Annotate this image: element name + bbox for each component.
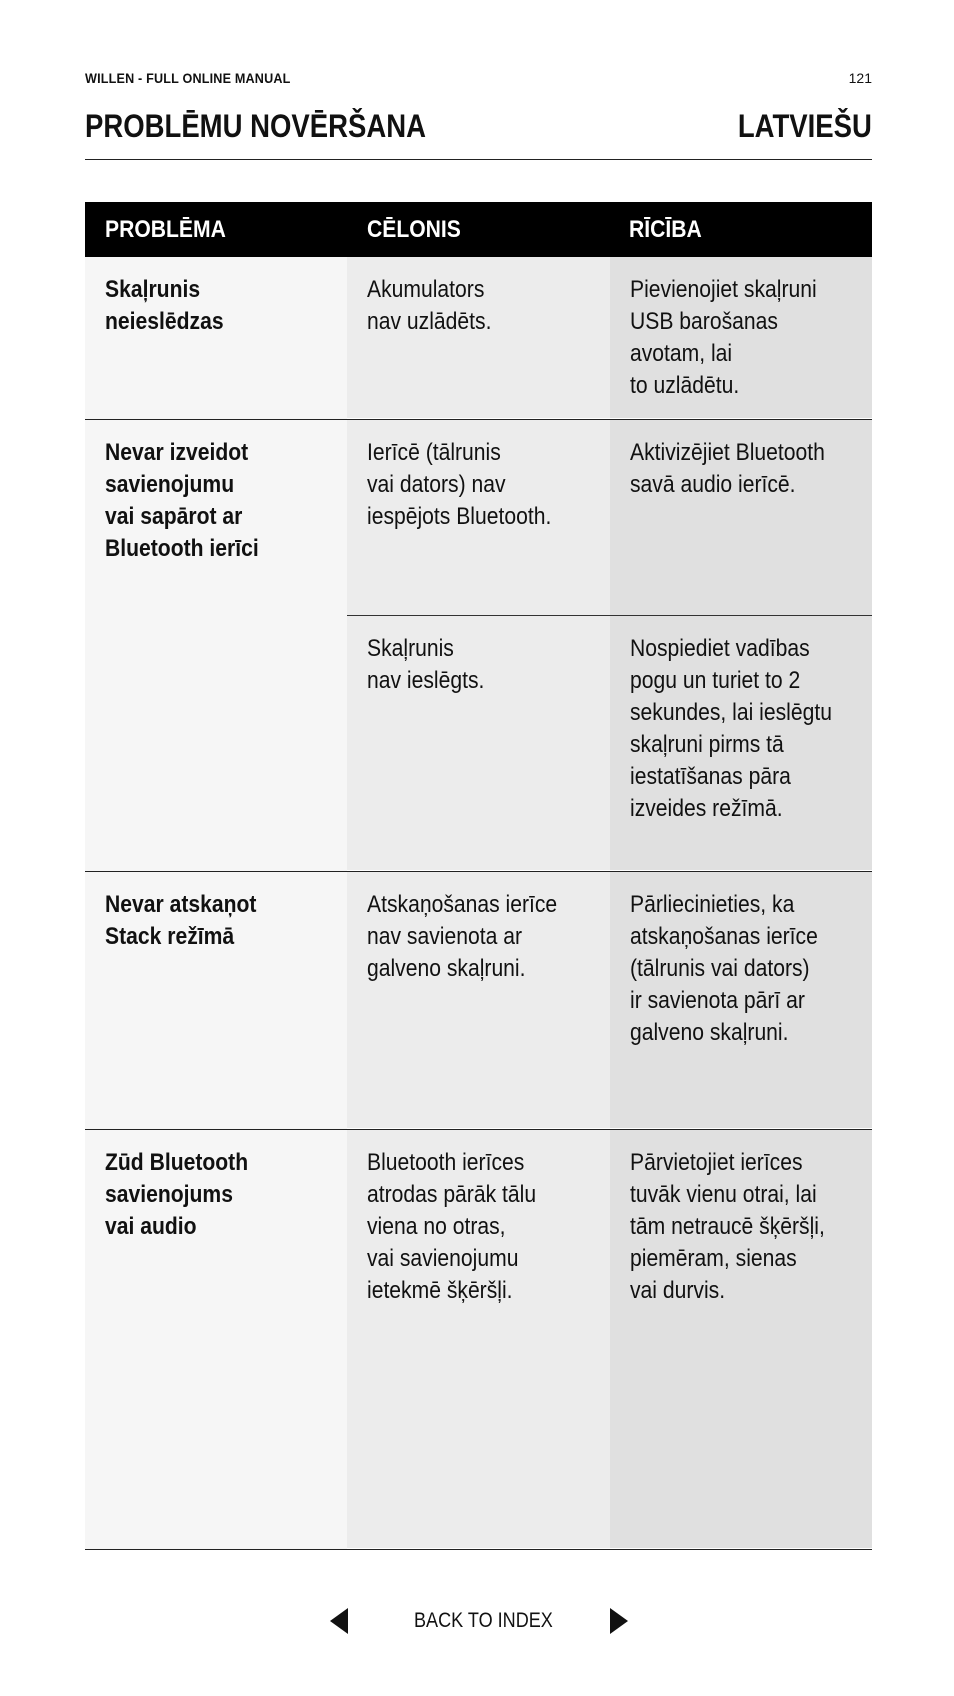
cause-cell: Akumulators nav uzlādēts. <box>347 257 610 418</box>
problem-cell: Zūd Bluetooth savienojums vai audio <box>85 1130 347 1549</box>
troubleshooting-table <box>85 202 872 1550</box>
column-header-cause: CĒLONIS <box>367 215 461 243</box>
action-cell: Pārliecinieties, ka atskaņošanas ierīce (tālrunis vai dators) ir savienota pārī ar galveno skaļruni. <box>610 872 873 1128</box>
footer-navigation <box>0 1600 954 1640</box>
section-title: PROBLĒMU NOVĒRŠANA <box>85 108 426 144</box>
action-cell: Aktivizējiet Bluetooth savā audio ierīcē. <box>610 420 873 615</box>
table-row <box>85 1130 872 1550</box>
column-header-problem: PROBLĒMA <box>105 215 226 243</box>
triangle-right-icon[interactable] <box>610 1608 628 1634</box>
action-cell: Pievienojiet skaļruni USB barošanas avotam, lai to uzlādētu. <box>610 257 873 418</box>
cause-cell: Ierīcē (tālrunis vai dators) nav iespējots Bluetooth. <box>347 420 610 615</box>
action-cell: Pārvietojiet ierīces tuvāk vienu otrai, lai tām netraucē šķēršļi, piemēram, sienas vai durvis. <box>610 1130 873 1548</box>
table-row <box>85 257 872 420</box>
table-row <box>85 872 872 1130</box>
page-number: 121 <box>848 70 872 86</box>
triangle-left-icon[interactable] <box>330 1608 348 1634</box>
action-cell: Nospiediet vadības pogu un turiet to 2 sekundes, lai ieslēgtu skaļruni pirms tā iestatīšanas pāra izveides režīmā. <box>610 616 873 870</box>
cause-cell: Bluetooth ierīces atrodas pārāk tālu viena no otras, vai savienojumu ietekmē šķēršļi. <box>347 1130 610 1548</box>
problem-cell: Nevar izveidot savienojumu vai sapārot ar Bluetooth ierīci <box>85 420 347 871</box>
header-rule <box>85 159 872 160</box>
column-header-action: RĪCĪBA <box>629 215 702 243</box>
problem-cell: Skaļrunis neieslēdzas <box>85 257 347 419</box>
language-label: LATVIEŠU <box>737 108 872 144</box>
manual-title: WILLEN - FULL ONLINE MANUAL <box>85 70 291 86</box>
cause-cell: Atskaņošanas ierīce nav savienota ar galveno skaļruni. <box>347 872 610 1128</box>
cause-cell: Skaļrunis nav ieslēgts. <box>347 616 610 870</box>
table-row <box>85 420 872 872</box>
table-header <box>85 202 872 257</box>
back-to-index-link[interactable]: BACK TO INDEX <box>414 1609 553 1632</box>
problem-cell: Nevar atskaņot Stack režīmā <box>85 872 347 1129</box>
